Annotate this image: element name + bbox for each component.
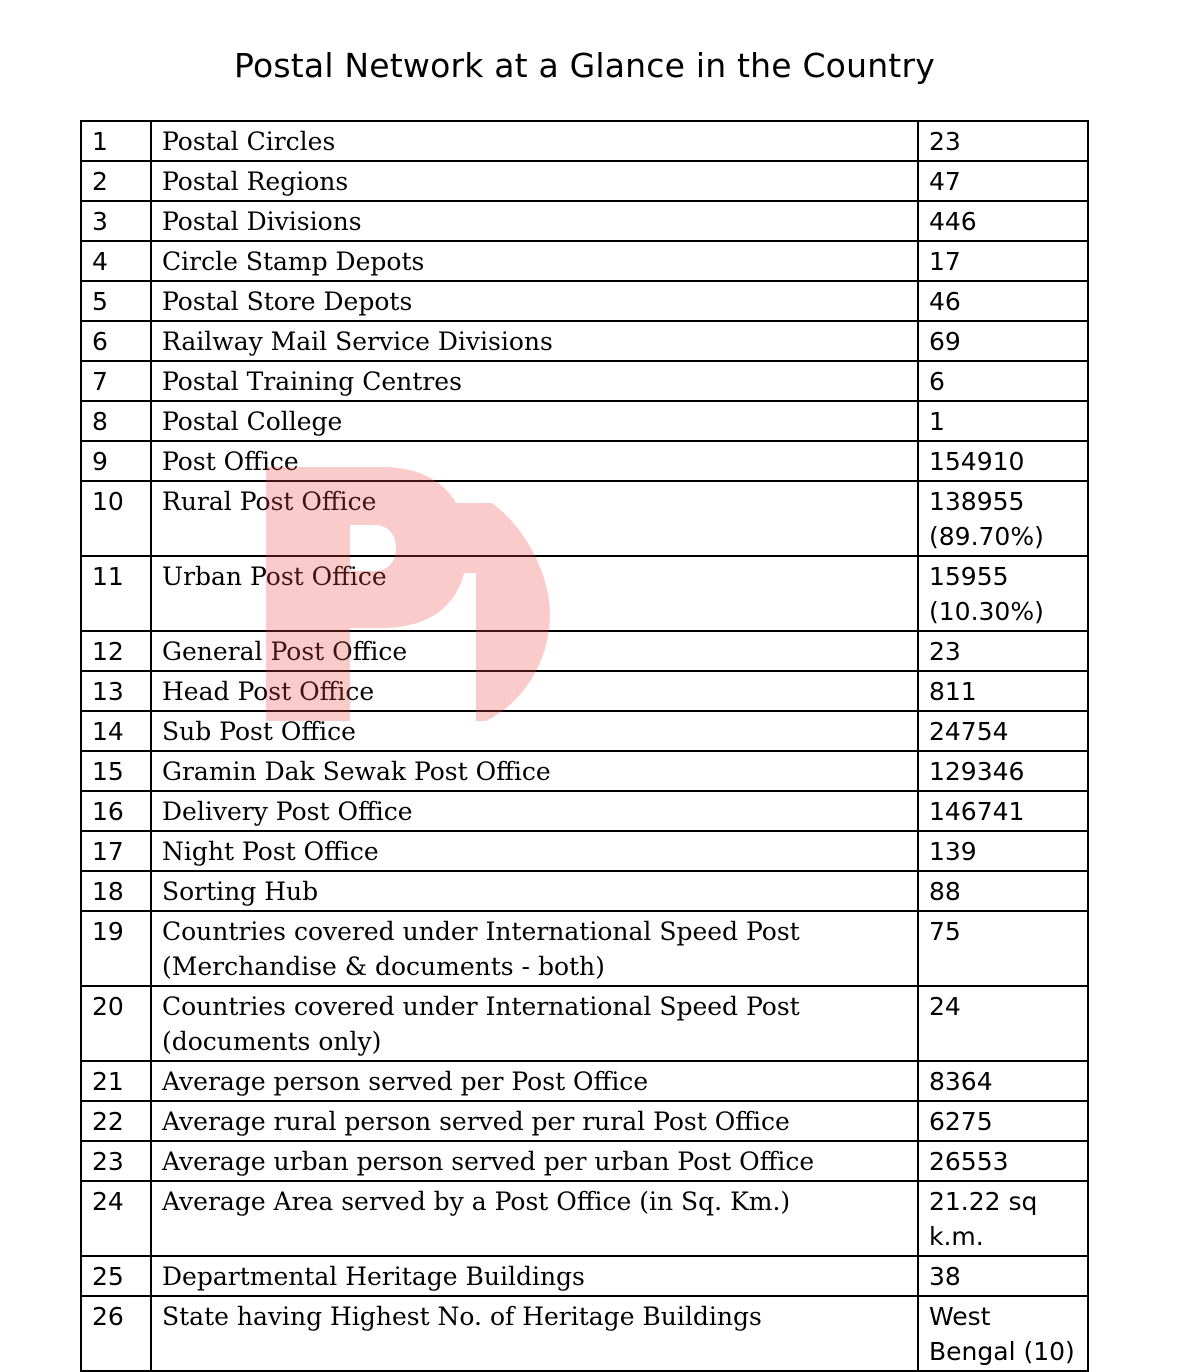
row-value: 23: [918, 631, 1088, 671]
row-label: General Post Office: [151, 631, 918, 671]
row-value: 6275: [918, 1101, 1088, 1141]
row-label: Circle Stamp Depots: [151, 241, 918, 281]
row-number: 15: [81, 751, 151, 791]
table-row: [81, 1181, 1088, 1256]
table-row: [81, 1141, 1088, 1181]
row-value: 24754: [918, 711, 1088, 751]
table-row: [81, 631, 1088, 671]
row-label: Rural Post Office: [151, 481, 918, 556]
row-label: Average rural person served per rural Post Office: [151, 1101, 918, 1141]
row-value: 446: [918, 201, 1088, 241]
row-value: 8364: [918, 1061, 1088, 1101]
row-value: 23: [918, 121, 1088, 161]
row-label: Departmental Heritage Buildings: [151, 1256, 918, 1296]
row-number: 23: [81, 1141, 151, 1181]
row-value: 154910: [918, 441, 1088, 481]
table-row: [81, 121, 1088, 161]
row-number: 9: [81, 441, 151, 481]
table-row: [81, 671, 1088, 711]
row-number: 16: [81, 791, 151, 831]
row-label: Night Post Office: [151, 831, 918, 871]
table-row: [81, 871, 1088, 911]
row-value: 26553: [918, 1141, 1088, 1181]
row-number: 21: [81, 1061, 151, 1101]
row-number: 10: [81, 481, 151, 556]
row-value: 21.22 sq k.m.: [918, 1181, 1088, 1256]
table-row: [81, 241, 1088, 281]
table-row: [81, 831, 1088, 871]
table-row: [81, 1061, 1088, 1101]
table-row: [81, 321, 1088, 361]
row-number: 22: [81, 1101, 151, 1141]
row-number: 26: [81, 1296, 151, 1371]
row-label: Postal Divisions: [151, 201, 918, 241]
table-row: [81, 161, 1088, 201]
row-value: West Bengal (10): [918, 1296, 1088, 1371]
row-label: Urban Post Office: [151, 556, 918, 631]
row-value: 15955 (10.30%): [918, 556, 1088, 631]
row-number: 2: [81, 161, 151, 201]
row-value: 24: [918, 986, 1088, 1061]
postal-network-table: [80, 120, 1089, 1372]
row-number: 6: [81, 321, 151, 361]
row-number: 3: [81, 201, 151, 241]
row-number: 25: [81, 1256, 151, 1296]
row-number: 24: [81, 1181, 151, 1256]
row-label: Postal Circles: [151, 121, 918, 161]
page-title: Postal Network at a Glance in the Country: [234, 46, 935, 85]
table-row: [81, 711, 1088, 751]
row-number: 18: [81, 871, 151, 911]
row-value: 6: [918, 361, 1088, 401]
row-value: 1: [918, 401, 1088, 441]
row-number: 17: [81, 831, 151, 871]
table-row: [81, 361, 1088, 401]
row-label: Countries covered under International Speed Post (documents only): [151, 986, 918, 1061]
row-label: Gramin Dak Sewak Post Office: [151, 751, 918, 791]
table-row: [81, 791, 1088, 831]
row-number: 14: [81, 711, 151, 751]
row-value: 69: [918, 321, 1088, 361]
table-row: [81, 401, 1088, 441]
table-row: [81, 911, 1088, 986]
row-label: Post Office: [151, 441, 918, 481]
row-label: Countries covered under International Speed Post (Merchandise & documents - both): [151, 911, 918, 986]
table-row: [81, 281, 1088, 321]
table-row: [81, 751, 1088, 791]
row-number: 1: [81, 121, 151, 161]
row-value: 46: [918, 281, 1088, 321]
row-number: 19: [81, 911, 151, 986]
row-value: 75: [918, 911, 1088, 986]
row-value: 47: [918, 161, 1088, 201]
row-number: 20: [81, 986, 151, 1061]
row-value: 17: [918, 241, 1088, 281]
row-label: Postal Training Centres: [151, 361, 918, 401]
table-row: [81, 1101, 1088, 1141]
row-label: Sub Post Office: [151, 711, 918, 751]
table-row: [81, 1256, 1088, 1296]
row-value: 88: [918, 871, 1088, 911]
row-value: 138955 (89.70%): [918, 481, 1088, 556]
row-label: Delivery Post Office: [151, 791, 918, 831]
row-number: 8: [81, 401, 151, 441]
row-label: Railway Mail Service Divisions: [151, 321, 918, 361]
row-number: 4: [81, 241, 151, 281]
table-row: [81, 556, 1088, 631]
row-label: Average urban person served per urban Post Office: [151, 1141, 918, 1181]
table-row: [81, 201, 1088, 241]
table-row: [81, 481, 1088, 556]
table-row: [81, 986, 1088, 1061]
row-label: Postal Store Depots: [151, 281, 918, 321]
row-value: 811: [918, 671, 1088, 711]
row-value: 38: [918, 1256, 1088, 1296]
row-label: Average Area served by a Post Office (in Sq. Km.): [151, 1181, 918, 1256]
row-label: Head Post Office: [151, 671, 918, 711]
row-label: Postal College: [151, 401, 918, 441]
row-number: 13: [81, 671, 151, 711]
row-label: Sorting Hub: [151, 871, 918, 911]
row-number: 5: [81, 281, 151, 321]
row-value: 139: [918, 831, 1088, 871]
row-label: Postal Regions: [151, 161, 918, 201]
row-number: 11: [81, 556, 151, 631]
table-row: [81, 1296, 1088, 1371]
row-number: 12: [81, 631, 151, 671]
row-number: 7: [81, 361, 151, 401]
row-label: State having Highest No. of Heritage Buildings: [151, 1296, 918, 1371]
row-value: 129346: [918, 751, 1088, 791]
row-value: 146741: [918, 791, 1088, 831]
row-label: Average person served per Post Office: [151, 1061, 918, 1101]
table-row: [81, 441, 1088, 481]
